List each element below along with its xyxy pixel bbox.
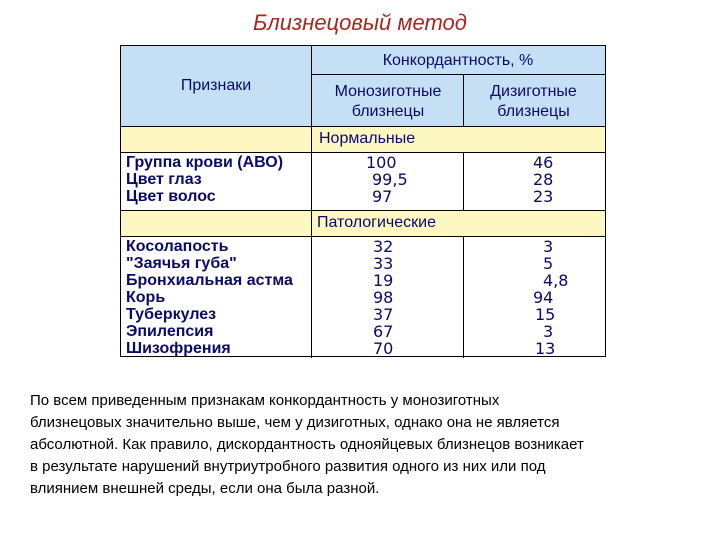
paragraph-line: близнецовых значительно выше, чем у дизиготных, однако она не является xyxy=(30,414,560,431)
table-cell-mono: 100 xyxy=(366,153,397,172)
divider xyxy=(463,236,464,358)
paragraph-line: абсолютной. Как правило, дискордантность однояйцевых близнецов возникает xyxy=(30,436,584,453)
table-row-trait: Шизофрения xyxy=(126,340,231,357)
pathological-traits xyxy=(126,238,293,357)
table-row-trait: Цвет глаз xyxy=(126,171,202,188)
table-cell-mono: 97 xyxy=(372,187,393,206)
divider xyxy=(311,74,605,75)
table-cell-mono: 19 xyxy=(373,271,394,290)
divider xyxy=(121,126,605,127)
header-dizygotic: Дизиготные близнецы xyxy=(490,83,577,120)
table-cell-di: 5 xyxy=(543,254,554,273)
paragraph-line: По всем приведенным признакам конкордантность у монозиготных xyxy=(30,392,500,409)
table-cell-di: 46 xyxy=(533,153,554,172)
table-row-trait: Эпилепсия xyxy=(126,323,214,340)
table-cell-mono: 99,5 xyxy=(372,170,408,189)
divider xyxy=(463,74,464,126)
table-cell-di: 94 xyxy=(533,288,554,307)
divider xyxy=(121,152,605,153)
section-label-normal: Нормальные xyxy=(319,130,416,147)
divider xyxy=(311,46,312,358)
page-title: Близнецовый метод xyxy=(253,10,467,35)
header-monozygotic: Монозиготные близнецы xyxy=(334,83,442,120)
table-cell-di: 3 xyxy=(543,322,554,341)
table-row-trait: Косолапость xyxy=(126,238,229,255)
header-concordance: Конкордантность, % xyxy=(382,52,534,69)
table-cell-di: 4,8 xyxy=(543,271,569,290)
pathological-mono xyxy=(373,238,423,357)
table-cell-di: 3 xyxy=(543,237,554,256)
paragraph-line: влиянием внешней среды, если она была разной. xyxy=(30,480,380,497)
conclusion-paragraph xyxy=(30,390,710,500)
header-traits: Признаки xyxy=(180,77,252,94)
table-row-trait: Цвет волос xyxy=(126,188,216,205)
table-row-trait: Корь xyxy=(126,289,166,306)
table-row-trait: Группа крови (АВО) xyxy=(126,154,284,171)
table-cell-mono: 98 xyxy=(373,288,394,307)
table-cell-mono: 37 xyxy=(373,305,394,324)
normal-traits xyxy=(126,154,283,205)
table-cell-mono: 32 xyxy=(373,237,394,256)
divider xyxy=(121,236,605,237)
normal-di xyxy=(533,154,573,205)
table-cell-mono: 33 xyxy=(373,254,394,273)
table-cell-di: 28 xyxy=(533,170,554,189)
normal-mono xyxy=(366,154,426,205)
table-row-trait: Бронхиальная астма xyxy=(126,272,293,289)
table-cell-di: 15 xyxy=(535,305,556,324)
divider xyxy=(121,210,605,211)
table-cell-di: 13 xyxy=(535,339,556,358)
table-cell-mono: 67 xyxy=(373,322,394,341)
concordance-table xyxy=(120,45,606,357)
section-label-pathological: Патологические xyxy=(317,214,436,231)
paragraph-line: в результате нарушений внутриутробного развития одного из них или под xyxy=(30,458,546,475)
divider xyxy=(463,152,464,210)
pathological-di xyxy=(533,238,583,357)
table-cell-di: 23 xyxy=(533,187,554,206)
table-row-trait: Туберкулез xyxy=(126,306,217,323)
table-cell-mono: 70 xyxy=(373,339,394,358)
table-row-trait: "Заячья губа" xyxy=(126,255,237,272)
